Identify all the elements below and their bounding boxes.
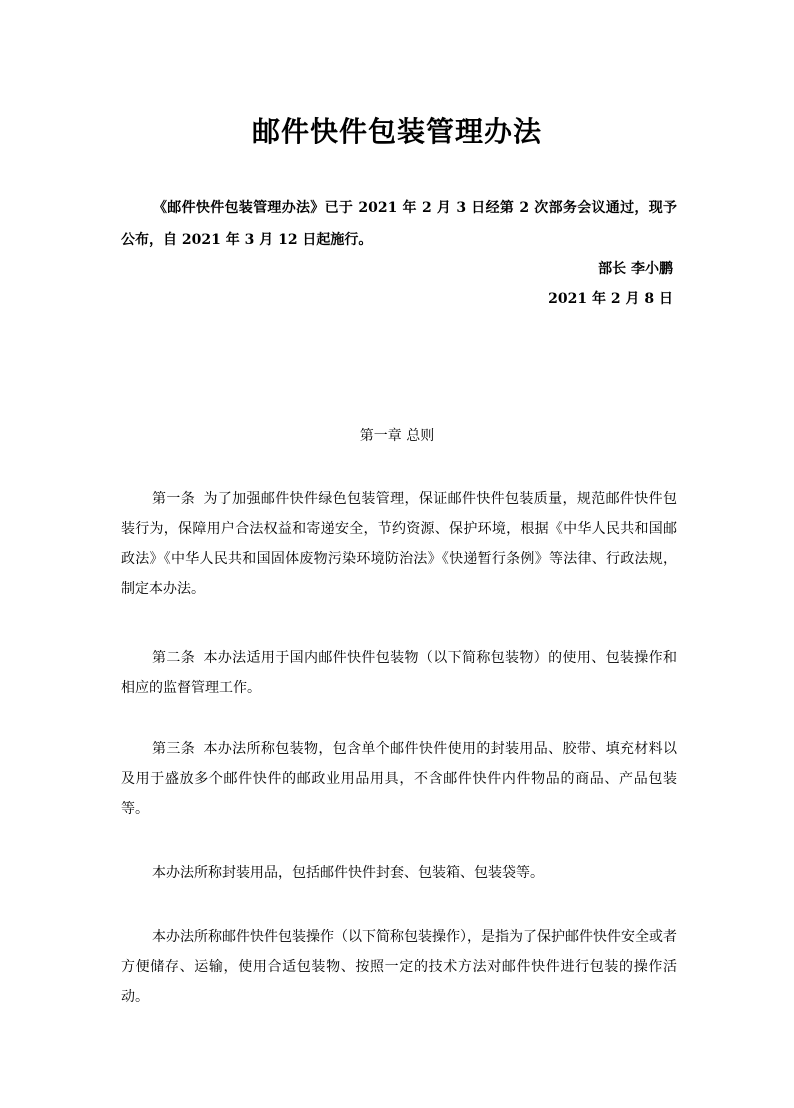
promulgation-statement: 《邮件快件包装管理办法》已于 2021 年 2 月 3 日经第 2 次部务会议通过，现予公布，自 2021 年 3 月 12 日起施行。 xyxy=(121,200,677,248)
paragraph-packaging-operation: 本办法所称邮件快件包装操作（以下简称包装操作），是指为了保护邮件快件安全或者方便储存、运输，使用合适包装物、按照一定的技术方法对邮件快件进行包装的操作活动。 xyxy=(121,929,677,1005)
article-3 xyxy=(121,734,677,824)
article-text: 本办法所称包装物，包含单个邮件快件使用的封装用品、胶带、填充材料以及用于盛放多个邮件快件的邮政业用品用具，不含邮件快件内件物品的商品、产品包装等。 xyxy=(121,741,678,817)
document-title: 邮件快件包装管理办法 xyxy=(251,115,542,148)
article-label: 第一条 xyxy=(152,491,196,507)
article-text: 为了加强邮件快件绿色包装管理，保证邮件快件包装质量，规范邮件快件包装行为，保障用户合法权益和寄递安全，节约资源、保护环境，根据《中华人民共和国邮政法》《中华人民共和国固体废物污染环境防治法》《快递暂行条例》等法律、行政法规，制定本办法。 xyxy=(121,491,678,597)
signature-date: 2021 年 2 月 8 日 xyxy=(548,291,673,307)
article-1 xyxy=(121,484,677,604)
article-text: 本办法适用于国内邮件快件包装物（以下简称包装物）的使用、包装操作和相应的监督管理工作。 xyxy=(121,650,678,696)
article-label: 第三条 xyxy=(152,741,196,757)
chapter-heading: 第一章 总则 xyxy=(359,428,435,444)
article-2 xyxy=(121,643,677,703)
article-label: 第二条 xyxy=(152,650,196,666)
minister-signature: 部长 李小鹏 xyxy=(598,261,673,277)
paragraph-sealing-supplies: 本办法所称封装用品，包括邮件快件封套、包装箱、包装袋等。 xyxy=(152,865,544,881)
